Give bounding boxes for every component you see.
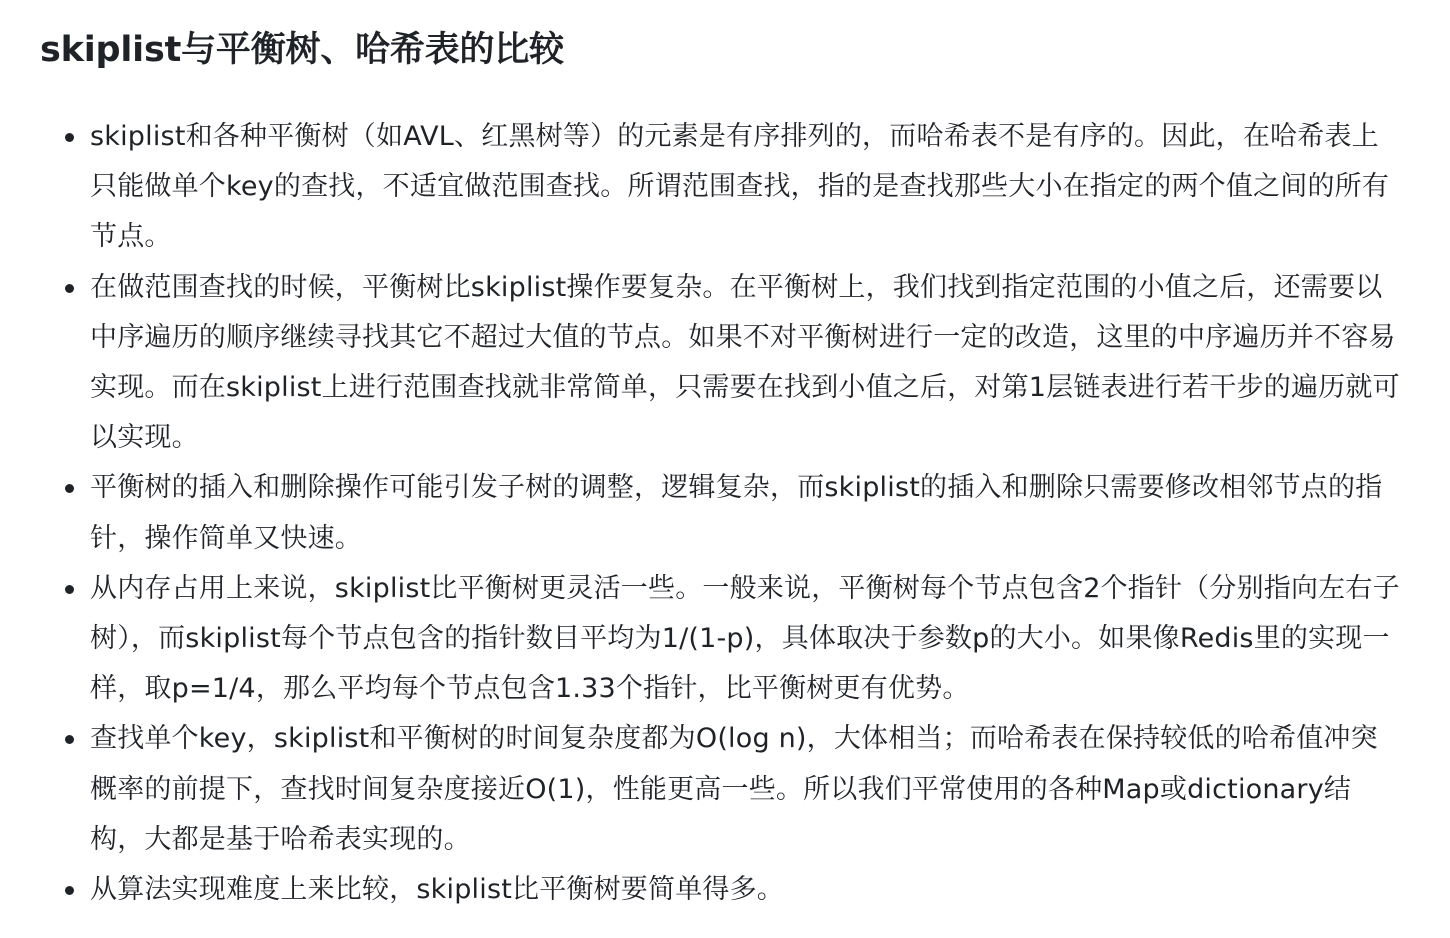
list-item: 从算法实现难度上来比较，skiplist比平衡树要简单得多。 [90,865,1402,915]
section-heading: skiplist与平衡树、哈希表的比较 [40,30,564,70]
list-item: 在做范围查找的时候，平衡树比skiplist操作要复杂。在平衡树上，我们找到指定范围的小值之后，还需要以中序遍历的顺序继续寻找其它不超过大值的节点。如果不对平衡树进行一定的改造，这里的中序遍历并不容易实现。而在skiplist上进行范围查找就非常简单，只需要在找到小值之后，对第1层链表进行若干步的遍历就可以实现。 [90,263,1402,464]
comparison-list [40,112,1410,915]
list-item: skiplist和各种平衡树（如AVL、红黑树等）的元素是有序排列的，而哈希表不是有序的。因此，在哈希表上只能做单个key的查找，不适宜做范围查找。所谓范围查找，指的是查找那些大小在指定的两个值之间的所有节点。 [90,112,1402,263]
list-item: 查找单个key，skiplist和平衡树的时间复杂度都为O(log n)，大体相当；而哈希表在保持较低的哈希值冲突概率的前提下，查找时间复杂度接近O(1)，性能更高一些。所以我们平常使用的各种Map或dictionary结构，大都是基于哈希表实现的。 [90,714,1402,865]
list-item: 从内存占用上来说，skiplist比平衡树更灵活一些。一般来说，平衡树每个节点包含2个指针（分别指向左右子树），而skiplist每个节点包含的指针数目平均为1/(1-p)，具体取决于参数p的大小。如果像Redis里的实现一样，取p=1/4，那么平均每个节点包含1.33个指针，比平衡树更有优势。 [90,564,1402,715]
list-item: 平衡树的插入和删除操作可能引发子树的调整，逻辑复杂，而skiplist的插入和删除只需要修改相邻节点的指针，操作简单又快速。 [90,463,1402,563]
